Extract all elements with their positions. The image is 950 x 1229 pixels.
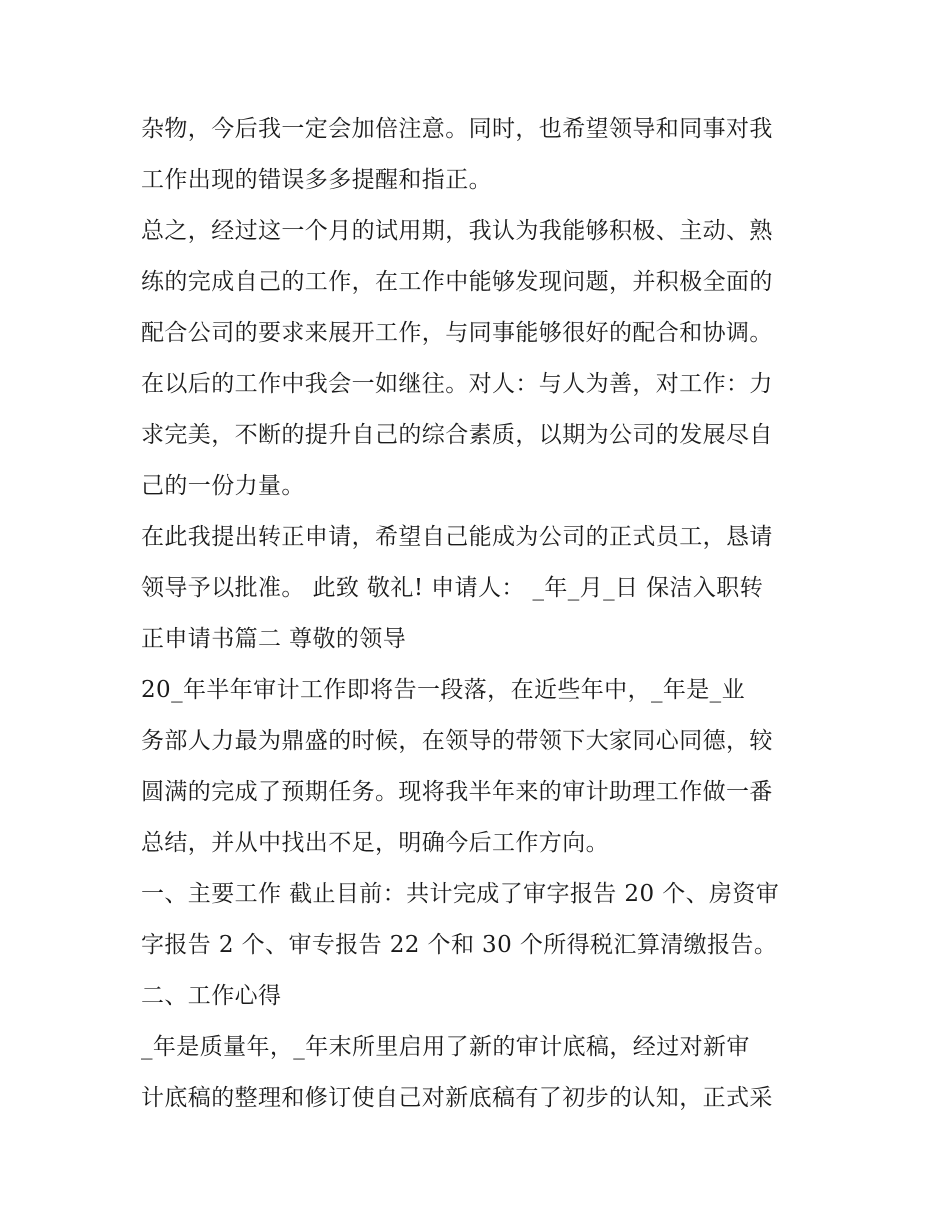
text-line: 20_年半年审计工作即将告一段落，在近些年中，_年是_业 — [141, 677, 745, 703]
text-line: _年是质量年，_年末所里启用了新的审计底稿，经过对新审 — [141, 1034, 750, 1060]
text-line: 圆满的完成了预期任务。现将我半年来的审计助理工作做一番 — [141, 779, 773, 805]
text-line: 正申请书篇二 尊敬的领导 — [141, 626, 407, 652]
text-line: 总之，经过这一个月的试用期，我认为我能够积极、主动、熟 — [141, 218, 773, 244]
text-line: 计底稿的整理和修订使自己对新底稿有了初步的认知，正式采 — [141, 1085, 773, 1111]
text-line: 练的完成自己的工作，在工作中能够发现问题，并积极全面的 — [141, 269, 773, 295]
text-line: 二、工作心得 — [141, 983, 282, 1009]
text-line: 领导予以批准。 此致 敬礼! 申请人： _年_月_日 保洁入职转 — [141, 575, 764, 601]
text-line: 杂物，今后我一定会加倍注意。同时，也希望领导和同事对我 — [141, 116, 773, 142]
text-line: 在此我提出转正申请，希望自己能成为公司的正式员工，恳请 — [141, 524, 773, 550]
text-line: 求完美，不断的提升自己的综合素质，以期为公司的发展尽自 — [141, 422, 773, 448]
text-line: 己的一份力量。 — [141, 473, 305, 499]
text-line: 总结，并从中找出不足，明确今后工作方向。 — [141, 830, 609, 856]
document-body — [141, 104, 811, 1124]
text-line: 工作出现的错误多多提醒和指正。 — [141, 167, 492, 193]
text-line: 字报告 2 个、审专报告 22 个和 30 个所得税汇算清缴报告。 — [141, 932, 778, 958]
text-line: 务部人力最为鼎盛的时候，在领导的带领下大家同心同德，较 — [141, 728, 773, 754]
text-line: 一、主要工作 截止目前：共计完成了审字报告 20 个、房资审 — [141, 881, 780, 907]
text-line: 配合公司的要求来展开工作，与同事能够很好的配合和协调。 — [141, 320, 773, 346]
text-line: 在以后的工作中我会一如继往。对人：与人为善，对工作：力 — [141, 371, 773, 397]
